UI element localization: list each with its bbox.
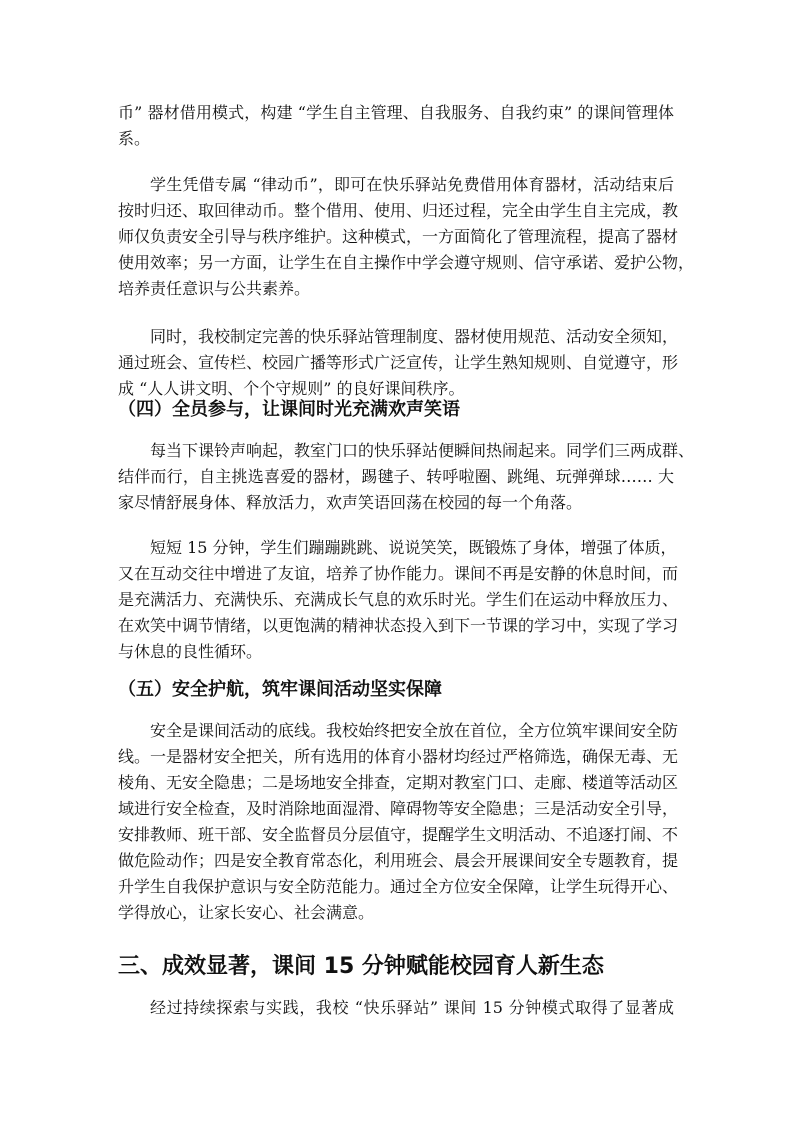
text-line: 又在互动交往中增进了友谊，培养了协作能力。课间不再是安静的休息时间，而 bbox=[118, 564, 679, 583]
text-line: 域进行安全检查，及时消除地面湿滑、障碍物等安全隐患；三是活动安全引导， bbox=[118, 799, 679, 818]
text-line: 币” 器材借用模式，构建 “学生自主管理、自我服务、自我约束” 的课间管理体 bbox=[118, 103, 674, 122]
text-line: 系。 bbox=[118, 129, 151, 148]
subsection-heading: （四）全员参与，让课间时光充满欢声笑语 bbox=[118, 399, 460, 420]
text-line: 通过班会、宣传栏、校园广播等形式广泛宣传，让学生熟知规则、自觉遵守，形 bbox=[118, 353, 679, 372]
paragraph bbox=[118, 995, 674, 1021]
paragraph bbox=[118, 718, 679, 926]
text-line: 学得放心，让家长安心、社会满意。 bbox=[118, 903, 375, 922]
text-line: 升学生自我保护意识与安全防范能力。通过全方位安全保障，让学生玩得开心、 bbox=[118, 877, 679, 896]
text-line: 安全是课间活动的底线。我校始终把安全放在首位，全方位筑牢课间安全防 bbox=[150, 721, 679, 740]
text-line: 安排教师、班干部、安全监督员分层值守，提醒学生文明活动、不追逐打闹、不 bbox=[118, 825, 679, 844]
paragraph bbox=[118, 438, 695, 516]
subsection-heading: （五）安全护航，筑牢课间活动坚实保障 bbox=[118, 679, 442, 700]
text-line: 学生凭借专属 “律动币”，即可在快乐驿站免费借用体育器材，活动结束后 bbox=[150, 175, 674, 194]
text-line: 棱角、无安全隐患；二是场地安全排查，定期对教室门口、走廊、楼道等活动区 bbox=[118, 773, 679, 792]
text-line: 培养责任意识与公共素养。 bbox=[118, 279, 311, 298]
text-line: 结伴而行，自主挑选喜爱的器材，踢毽子、转呼啦圈、跳绳、玩弹弹球…… 大 bbox=[118, 467, 674, 486]
paragraph bbox=[118, 172, 695, 302]
text-line: 使用效率；另一方面，让学生在自主操作中学会遵守规则、信守承诺、爱护公物， bbox=[118, 253, 695, 272]
text-line: 线。一是器材安全把关，所有选用的体育小器材均经过严格筛选，确保无毒、无 bbox=[118, 747, 679, 766]
text-line: 家尽情舒展身体、释放活力，欢声笑语回荡在校园的每一个角落。 bbox=[118, 493, 583, 512]
text-line: 经过持续探索与实践，我校 “快乐驿站” 课间 15 分钟模式取得了显著成 bbox=[150, 998, 674, 1017]
text-line: 在欢笑中调节情绪，以更饱满的精神状态投入到下一节课的学习中，实现了学习 bbox=[118, 616, 679, 635]
text-line: 做危险动作；四是安全教育常态化，利用班会、晨会开展课间安全专题教育，提 bbox=[118, 851, 679, 870]
paragraph bbox=[118, 535, 679, 665]
text-line: 按时归还、取回律动币。整个借用、使用、归还过程，完全由学生自主完成，教 bbox=[118, 201, 679, 220]
text-line: 成 “人人讲文明、个个守规则” 的良好课间秩序。 bbox=[118, 379, 465, 398]
text-line: 师仅负责安全引导与秩序维护。这种模式，一方面简化了管理流程，提高了器材 bbox=[118, 227, 679, 246]
text-line: 与休息的良性循环。 bbox=[118, 642, 263, 661]
paragraph bbox=[118, 324, 679, 402]
text-line: 每当下课铃声响起，教室门口的快乐驿站便瞬间热闹起来。同学们三两成群、 bbox=[150, 441, 695, 460]
text-line: 是充满活力、充满快乐、充满成长气息的欢乐时光。学生们在运动中释放压力、 bbox=[118, 590, 679, 609]
section-heading: 三、成效显著，课间 15 分钟赋能校园育人新生态 bbox=[118, 954, 604, 979]
paragraph bbox=[118, 100, 674, 152]
text-line: 同时，我校制定完善的快乐驿站管理制度、器材使用规范、活动安全须知， bbox=[150, 327, 679, 346]
text-line: 短短 15 分钟，学生们蹦蹦跳跳、说说笑笑，既锻炼了身体，增强了体质， bbox=[150, 538, 677, 557]
